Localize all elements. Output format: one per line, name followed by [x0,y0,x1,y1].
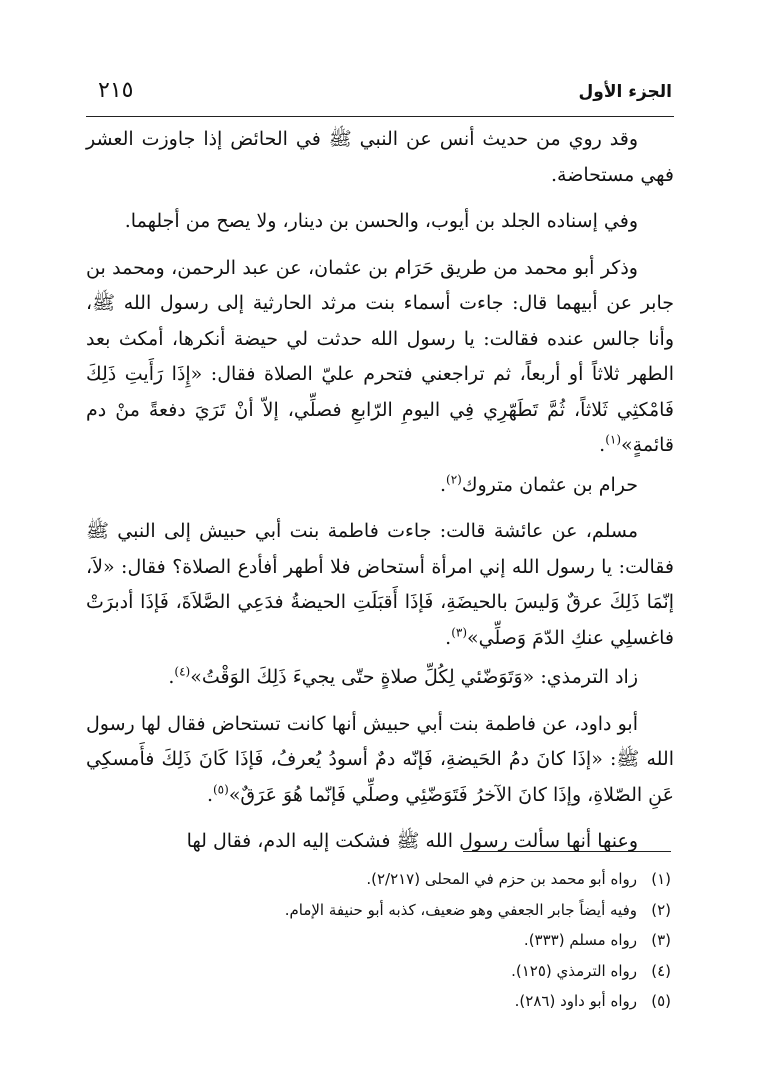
footnote-3: (٣)رواه مسلم (٣٣٣). [523,931,671,949]
paragraph-2: وفي إسناده الجلد بن أيوب، والحسن بن دينار، ولا يصح من أجلهما. [124,210,638,232]
footnote-5: (٥)رواه أبو داود (٢٨٦). [514,992,671,1010]
page-header [88,78,672,114]
running-title: الجزء الأول [578,82,672,102]
footnote-4: (٤)رواه الترمذي (١٢٥). [511,961,671,980]
paragraph-4: حرام بن عثمان متروك$^{(٢)}$. [439,472,638,496]
footnote-divider [463,851,671,852]
footnote-ref-1: (١) [605,432,622,447]
footnote-ref-3: (٣) [451,625,468,640]
footnotes [83,864,671,1017]
footnote-ref-2: (٢) [446,472,462,487]
paragraph-8: وعنها أنها سألت رسول الله ﷺ فشكت إليه الدم، فقال لها [186,830,638,852]
paragraph-1: وقد روي من حديث أنس عن النبي ﷺ في الحائض إذا جاوزت العشر فهي مستحاضة. [86,128,674,186]
paragraph-5: مسلم، عن عائشة قالت: جاءت فاطمة بنت أبي حبيش إلى النبي ﷺ فقالت: يا رسول الله إني امرأة أستحاض فلا أطهر أفأدع الصلاة؟ فقال: «لاَ، إنّمَا ذَلِكَ عرقٌ وَليسَ بالحيضَةِ، فَإذَا أَقبَلَتِ الحيضةُ فدَعِي الصَّلاَةَ، فَإذَا أدبرَتْ فاغسلِي عنكِ الدّمَ وَصلِّي»$^{(٣)}$. [86,520,674,649]
paragraph-3: وذكر أبو محمد من طريق حَرَام بن عثمان، عن عبد الرحمن، ومحمد بن جابر عن أبيهما قال: جاءت أسماء بنت مرثد الحارثية إلى رسول الله ﷺ، وأنا جالس عنده فقالت: يا رسول الله حدثت لي حيضة أنكرها، أمكث بعد الطهر ثلاثاً أو أربعاً، ثم تراجعني فتحرم عليّ الصلاة فقال: «إِذَا رَأَيتِ ذَلِكَ فَامْكثِي ثَلاثاً، ثُمَّ تَطَهّرِي فِي اليومِ الرّابعِ فصلِّي، إلاّ أنْ تَرَيَ دفعةً منْ دم قائمةٍ»$^{(١)}$. [86,256,674,456]
main-text [86,122,674,871]
header-divider [86,116,674,117]
footnote-1: (١)رواه أبو محمد بن حزم في المحلى (٢/٢١٧). [366,870,671,888]
paragraph-7: أبو داود، عن فاطمة بنت أبي حبيش أنها كانت تستحاض فقال لها رسول الله ﷺ: «إذَا كانَ دمُ الحَيضةِ، فَإنّه دمٌ أسودُ يُعرفُ، فَإذَا كَانَ ذَلِكَ فأَمسكِي عَنِ الصّلاةِ، وإذَا كانَ الآخرُ فَتَوَضّئِي وصلِّي فَإنّما هُوَ عَرَقٌ»$^{(٥)}$. [86,712,674,806]
page-number: ٢١٥ [98,78,134,103]
footnote-ref-5: (٥) [212,782,229,797]
footnote-ref-4: (٤) [174,664,191,679]
footnote-2: (٢)وفيه أيضاً جابر الجعفي وهو ضعيف، كذبه أبو حنيفة الإمام. [284,900,671,919]
paragraph-6: زاد الترمذي: «وَتَوَضّئي لِكُلِّ صلاةٍ حتّى يجيءَ ذَلِكَ الوَقْتُ»$^{(٤)}$. [168,664,638,688]
